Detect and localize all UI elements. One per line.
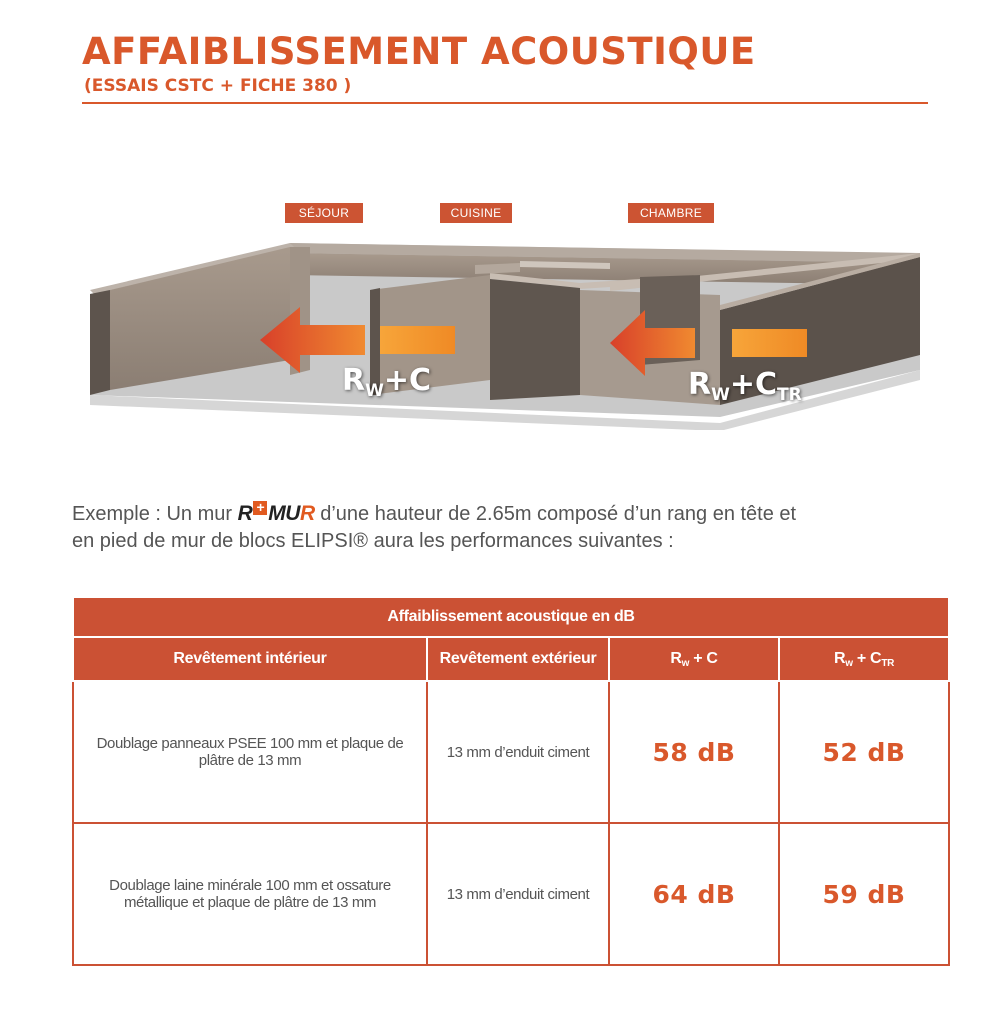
rw-ctr-label-main: R [688,367,712,402]
cell-exterior: 13 mm d’enduit ciment [427,681,609,823]
rw-ctr-label-sub2: TR [777,385,802,405]
table-row [73,823,949,965]
cell-exterior: 13 mm d’enduit ciment [427,823,609,965]
header-interior: Revêtement intérieur [73,637,427,681]
page-title: AFFAIBLISSEMENT ACOUSTIQUE [82,30,756,73]
floor-plan-illustration [80,195,930,430]
cell-rw-c: 58 dB [609,681,779,823]
remur-logo: R + MUR [237,499,315,525]
rw-ctr-label [688,367,802,405]
room-tag-sejour: SÉJOUR [285,203,363,223]
table-header-row [73,637,949,681]
rw-ctr-label-suffix: +C [729,367,778,402]
intro-paragraph [72,500,952,555]
rw-c-label [342,363,431,401]
header-exterior: Revêtement extérieur [427,637,609,681]
cell-interior: Doublage laine minérale 100 mm et ossature métallique et plaque de plâtre de 13 mm [73,823,427,965]
rw-c-label-suffix: +C [383,363,432,398]
intro-before-brand: Exemple : Un mur [72,503,233,525]
table-caption-row [73,597,949,637]
table-caption: Affaiblissement acoustique en dB [73,597,949,637]
table-row [73,681,949,823]
rw-c-label-main: R [342,363,366,398]
acoustic-performance-table [72,596,950,966]
intro-line-2: en pied de mur de blocs ELIPSI® aura les performances suivantes : [72,530,674,552]
cell-rw-ctr: 52 dB [779,681,949,823]
header-rw-ctr: $R_w + C_{TR}$ [779,637,949,681]
left-wall-front [90,290,110,395]
page-subtitle: (ESSAIS CSTC + FICHE 380 ) [84,76,352,96]
room-tag-cuisine: CUISINE [440,203,512,223]
cell-interior: Doublage panneaux PSEE 100 mm et plaque de plâtre de 13 mm [73,681,427,823]
room-tag-chambre: CHAMBRE [628,203,714,223]
rw-ctr-label-sub: W [711,385,730,405]
plus-box-icon: + [253,501,267,515]
title-divider [82,102,928,104]
orange-bar-left [380,326,455,354]
cell-rw-c: 64 dB [609,823,779,965]
room-layout-diagram [80,195,930,430]
orange-bar-right [732,329,807,357]
intro-after-brand: d’une hauteur de 2.65m composé d’un rang en tête et [320,503,797,525]
header-rw-c: $R_w + C$ [609,637,779,681]
cell-rw-ctr: 59 dB [779,823,949,965]
rw-c-label-sub: W [365,381,384,401]
cuisine-divider [490,279,580,400]
